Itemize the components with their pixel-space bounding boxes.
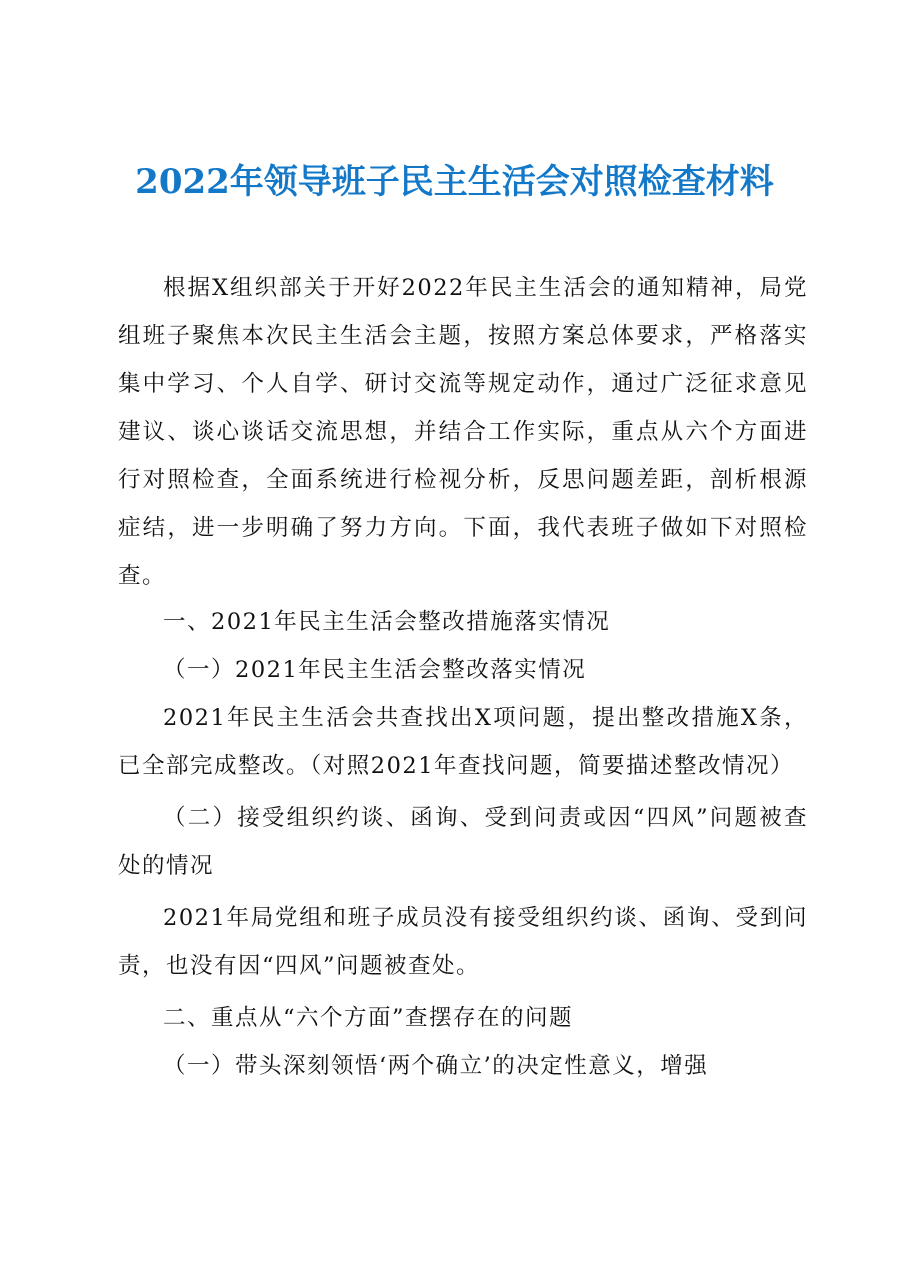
paragraph-rectification: 2021年民主生活会共查找出X项问题，提出整改措施X条，已全部完成整改。（对照2021年查找问题，简要描述整改情况） bbox=[118, 705, 808, 779]
document-body bbox=[118, 264, 808, 600]
heading-section-2: 二、重点从“六个方面”查摆存在的问题 bbox=[163, 1005, 574, 1031]
paragraph-no-interview: 2021年局党组和班子成员没有接受组织约谈、函询、受到问责，也没有因“四风”问题被查处。 bbox=[118, 905, 808, 979]
subheading-2-1: （一）带头深刻领悟‘两个确立’的决定性意义，增强 bbox=[163, 1053, 709, 1079]
subheading-1-1: （一）2021年民主生活会整改落实情况 bbox=[163, 657, 587, 683]
document-body-sections bbox=[118, 598, 808, 1090]
document-title: 2022年领导班子民主生活会对照检查材料 bbox=[135, 162, 774, 202]
subheading-1-2: （二）接受组织约谈、函询、受到问责或因“四风”问题被查处的情况 bbox=[118, 805, 808, 879]
paragraph-intro: 根据X组织部关于开好2022年民主生活会的通知精神，局党组班子聚焦本次民主生活会主题，按照方案总体要求，严格落实集中学习、个人自学、研讨交流等规定动作，通过广泛征求意见建议、谈心谈话交流思想，并结合工作实际，重点从六个方面进行对照检查，全面系统进行检视分析，反思问题差距，剖析根源症结，进一步明确了努力方向。下面，我代表班子做如下对照检查。 bbox=[118, 275, 808, 589]
heading-section-1: 一、2021年民主生活会整改措施落实情况 bbox=[163, 609, 611, 635]
